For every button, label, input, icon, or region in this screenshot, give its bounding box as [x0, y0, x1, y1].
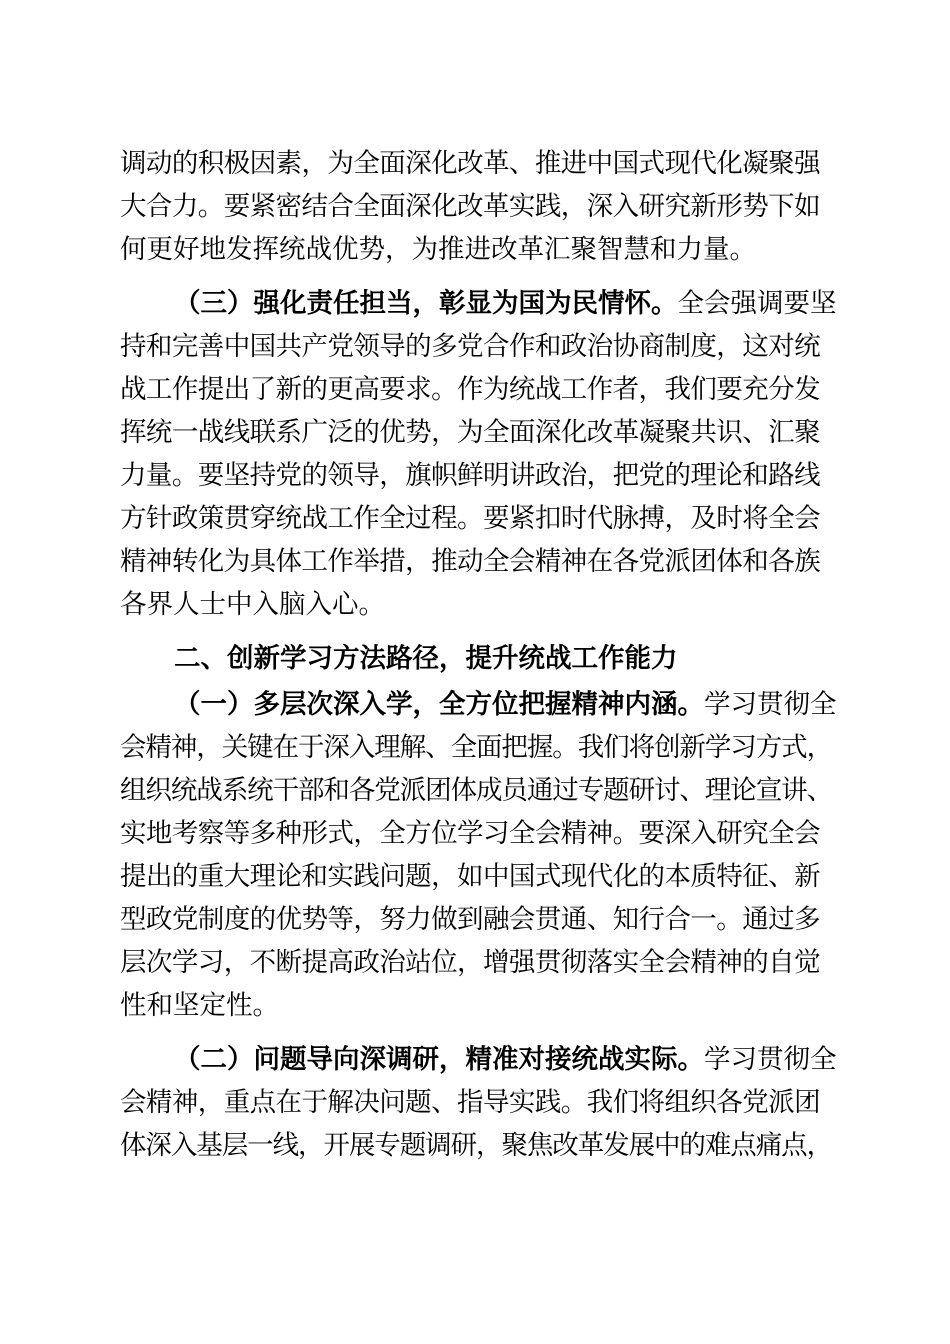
subheading-lead: （三）强化责任担当，彰显为国为民情怀。 [174, 288, 678, 319]
paragraph-first-line [174, 284, 837, 324]
text: 挥统一战线联系广泛的优势，为全面深化改革凝聚共识、汇聚 [120, 417, 820, 448]
text-line [120, 499, 820, 539]
text-line [120, 144, 820, 184]
text-line [120, 857, 820, 897]
text: 提出的重大理论和实践问题，如中国式现代化的本质特征、新 [120, 861, 820, 892]
text-line [120, 413, 820, 453]
text: 组织统战系统干部和各党派团体成员通过专题研讨、理论宣讲、 [120, 775, 832, 806]
text-line [120, 327, 820, 367]
text: 力量。要坚持党的领导，旗帜鲜明讲政治，把党的理论和路线 [120, 460, 820, 491]
text: 会精神，重点在于解决问题、指导实践。我们将组织各党派团 [120, 1087, 820, 1118]
text-line [120, 585, 385, 625]
text: 方针政策贯穿统战工作全过程。要紧扣时代脉搏，及时将全会 [120, 503, 820, 534]
text: 学习贯彻全 [704, 689, 837, 720]
text: 学习贯彻全 [704, 1044, 837, 1075]
text: 实地考察等多种形式，全方位学习全会精神。要深入研究全会 [120, 818, 820, 849]
text: 何更好地发挥统战优势，为推进改革汇聚智慧和力量。 [120, 234, 756, 265]
text-line [120, 230, 756, 270]
section-heading: 二、创新学习方法路径，提升统战工作能力 [174, 643, 678, 674]
text: 体深入基层一线，开展专题调研，聚焦改革发展中的难点痛点， [120, 1130, 832, 1161]
text: 层次学习，不断提高政治站位，增强贯彻落实全会精神的自觉 [120, 947, 820, 978]
text-line [120, 456, 820, 496]
text-line [120, 187, 820, 227]
text-line [120, 1126, 832, 1166]
text-line [120, 986, 279, 1026]
text: 性和坚定性。 [120, 990, 279, 1021]
text: 型政党制度的优势等，努力做到融会贯通、知行合一。通过多 [120, 904, 820, 935]
text: 战工作提出了新的更高要求。作为统战工作者，我们要充分发 [120, 374, 820, 405]
text: 会精神，关键在于深入理解、全面把握。我们将创新学习方式， [120, 732, 832, 763]
text: 精神转化为具体工作举措，推动全会精神在各党派团体和各族 [120, 546, 820, 577]
text-line [120, 728, 832, 768]
text: 全会强调要坚 [677, 288, 837, 319]
paragraph-first-line [174, 1040, 837, 1080]
text: 持和完善中国共产党领导的多党合作和政治协商制度，这对统 [120, 331, 820, 362]
text: 调动的积极因素，为全面深化改革、推进中国式现代化凝聚强 [120, 148, 820, 179]
text-line [120, 771, 832, 811]
text-line [120, 1083, 820, 1123]
text-line [120, 900, 820, 940]
text-line [120, 542, 820, 582]
subheading-lead: （一）多层次深入学，全方位把握精神内涵。 [174, 689, 704, 720]
subheading-lead: （二）问题导向深调研，精准对接统战实际。 [174, 1044, 704, 1075]
paragraph-first-line [174, 685, 837, 725]
text: 大合力。要紧密结合全面深化改革实践，深入研究新形势下如 [120, 191, 820, 222]
text: 各界人士中入脑入心。 [120, 589, 385, 620]
text-line [120, 943, 820, 983]
text-line [120, 814, 820, 854]
text-line [120, 370, 820, 410]
